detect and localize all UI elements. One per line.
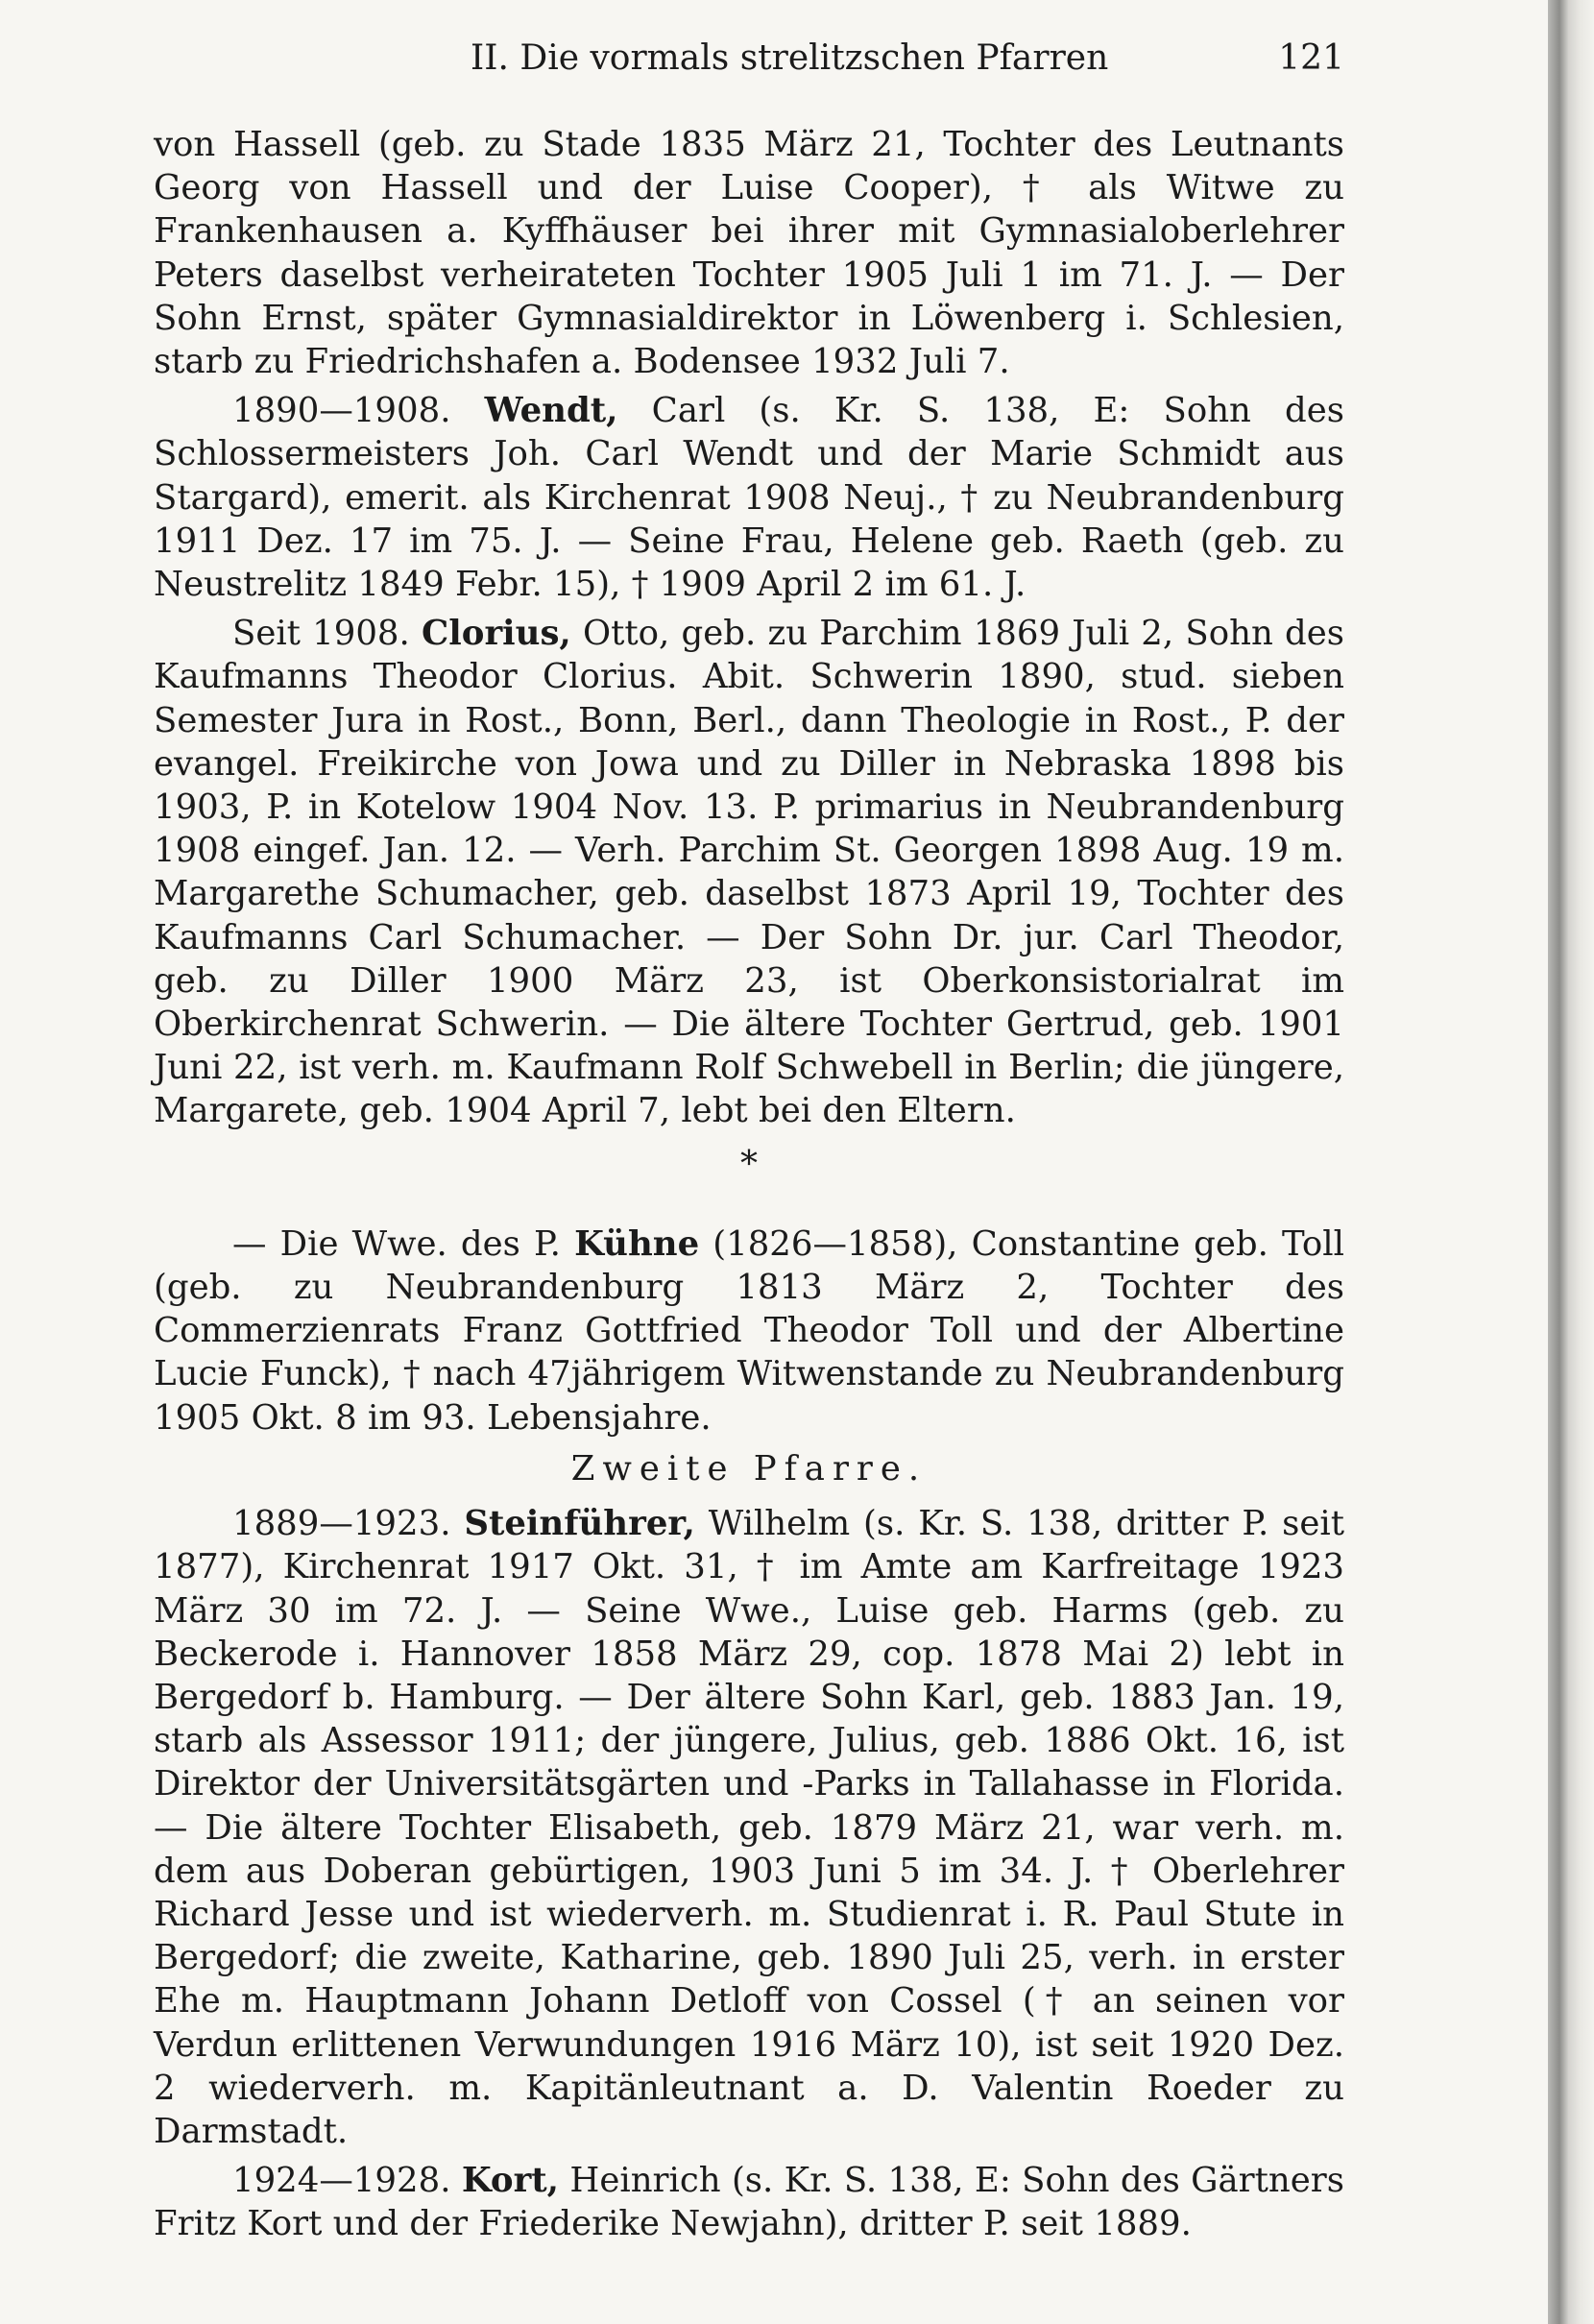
paragraph-kort — [154, 2159, 1344, 2245]
page-body — [154, 123, 1344, 2246]
entry-name: Wendt, — [484, 391, 618, 431]
paragraph-wendt — [154, 389, 1344, 606]
paragraph-text: (1826—1858), Constantine geb. Toll (geb. zu Neubrandenburg 1813 März 2, Tochter des Commerzienrats Franz Gottfried Theodor Toll und der Albertine Lucie Funck), † nach 47jährigem Witwenstande zu Neubrandenburg 1905 Okt. 8 im 93. Lebensjahre. — [154, 1223, 1344, 1438]
paragraph-text: Wilhelm (s. Kr. S. 138, dritter P. seit 1877), Kirchenrat 1917 Okt. 31, † im Amte am Karfreitage 1923 März 30 im 72. J. — Seine Wwe., Luise geb. Harms (geb. zu Beckerode i. Hannover 1858 März 29, cop. 1878 Mai 2) lebt in Bergedorf b. Hamburg. — Der ältere Sohn Karl, geb. 1883 Jan. 19, starb als Assessor 1911; der jüngere, Julius, geb. 1886 Okt. 16, ist Direktor der Universitätsgärten und -Parks in Tallahasse in Florida. — Die ältere Tochter Elisabeth, geb. 1879 März 21, war verh. m. dem aus Doberan gebürtigen, 1903 Juni 5 im 34. J. † Oberlehrer Richard Jesse und ist wiederverh. m. Studienrat i. R. Paul Stute in Bergedorf; die zweite, Katharine, geb. 1890 Juli 25, verh. in erster Ehe m. Hauptmann Johann Detloff von Cossel († an seinen vor Verdun erlittenen Verwundungen 1916 März 10), ist seit 1920 Dez. 2 wiederverh. m. Kapitänleutnant a. D. Valentin Roeder zu Darmstadt. — [154, 1504, 1344, 2151]
paragraph-text: Heinrich (s. Kr. S. 138, E: Sohn des Gärtners Fritz Kort und der Friederike Newjahn), dritter P. seit 1889. — [154, 2161, 1344, 2244]
entry-name: Kort, — [461, 2161, 560, 2201]
entry-prefix: — Die Wwe. des P. — [232, 1223, 575, 1264]
paragraph-clorius — [154, 612, 1344, 1132]
paragraph-text: von Hassell (geb. zu Stade 1835 März 21, Tochter des Leutnants Georg von Hassell und der Luise Cooper), † als Witwe zu Frankenhausen a. Kyffhäuser bei ihrer mit Gymnasialoberlehrer Peters daselbst verheirateten Tochter 1905 Juli 1 im 71. J. — Der Sohn Ernst, später Gymnasialdirektor in Löwenberg i. Schlesien, starb zu Friedrichshafen a. Bodensee 1932 Juli 7. — [154, 125, 1344, 382]
entry-dates: 1924—1928. — [232, 2161, 462, 2201]
page-number: 121 — [1278, 38, 1344, 78]
entry-dates: 1890—1908. — [232, 391, 485, 431]
paragraph-text: Otto, geb. zu Parchim 1869 Juli 2, Sohn des Kaufmanns Theodor Clorius. Abit. Schwerin 1890, stud. sieben Semester Jura in Rost., Bonn, Berl., dann Theologie in Rost., P. der evangel. Freikirche von Jowa und zu Diller in Nebraska 1898 bis 1903, P. in Kotelow 1904 Nov. 13. P. primarius in Neubrandenburg 1908 eingef. Jan. 12. — Verh. Parchim St. Georgen 1898 Aug. 19 m. Margarethe Schumacher, geb. daselbst 1873 April 19, Tochter des Kaufmanns Carl Schumacher. — Der Sohn Dr. jur. Carl Theodor, geb. zu Diller 1900 März 23, ist Oberkonsistorialrat im Oberkirchenrat Schwerin. — Die ältere Tochter Gertrud, geb. 1901 Juni 22, ist verh. m. Kaufmann Rolf Schwebell in Berlin; die jüngere, Margarete, geb. 1904 April 7, lebt bei den Eltern. — [154, 614, 1344, 1131]
entry-dates: 1889—1923. — [232, 1504, 465, 1544]
paragraph-steinfuehrer — [154, 1502, 1344, 2153]
running-title: II. Die vormals strelitzschen Pfarren — [471, 38, 1109, 78]
entry-dates: Seit 1908. — [232, 614, 423, 654]
paragraph-kuehne-widow — [154, 1223, 1344, 1440]
paragraph-text: Carl (s. Kr. S. 138, E: Sohn des Schlossermeisters Joh. Carl Wendt und der Marie Schmidt aus Stargard), emerit. als Kirchenrat 1908 Neuj., † zu Neubrandenburg 1911 Dez. 17 im 75. J. — Seine Frau, Helene geb. Raeth (geb. zu Neustrelitz 1849 Febr. 15), † 1909 April 2 im 61. J. — [154, 391, 1344, 605]
page-edge-shadow — [1548, 0, 1594, 2324]
entry-name: Kühne — [574, 1223, 700, 1264]
entry-name: Clorius, — [422, 614, 571, 654]
separator-asterisk: * — [740, 1144, 758, 1184]
section-heading: Zweite Pfarre. — [570, 1448, 928, 1489]
paragraph-hassell — [154, 123, 1344, 383]
entry-name: Steinführer, — [464, 1504, 695, 1544]
